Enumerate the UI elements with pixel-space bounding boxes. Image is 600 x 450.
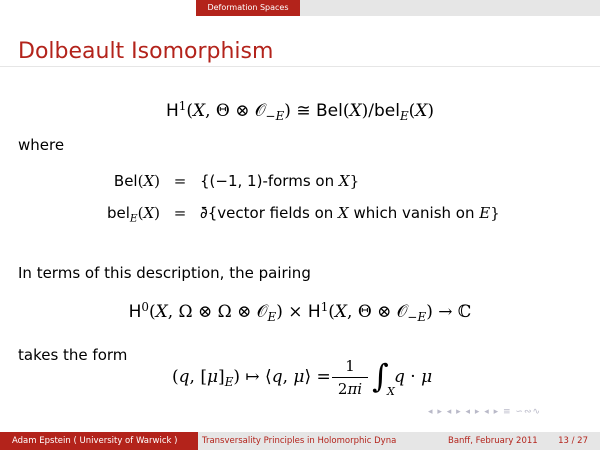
definition-bel-e: bel$_E$(X) = ∂̄{vector fields on X which vanish on E} <box>107 204 500 225</box>
footer-info <box>402 432 600 450</box>
takes-form-label: takes the form <box>18 346 128 364</box>
pairing-intro: In terms of this description, the pairing <box>18 264 311 282</box>
footer-bar <box>0 432 600 450</box>
definition-bel: Bel(X) = {(−1, 1)-forms on X} <box>113 172 360 190</box>
footer-date: Banff, February 2011 <box>448 436 538 446</box>
footer-author: Adam Epstein ( University of Warwick ) <box>0 432 198 450</box>
title-bar <box>0 16 600 67</box>
footer-talk-title: Transversality Principles in Holomorphic Dyna <box>198 432 402 450</box>
beamer-nav-icons[interactable]: ◂ ▸ ◂ ▸ ◂ ▸ ◂ ▸ ≡ ∽∾∿ <box>428 407 542 417</box>
slide-title: Dolbeault Isomorphism <box>18 39 274 64</box>
footer-page-number: 13 / 27 <box>558 436 588 446</box>
where-label: where <box>18 136 65 154</box>
header-left <box>0 0 196 16</box>
header-right <box>300 0 600 16</box>
dolbeault-equation: $H^1(X$, Θ ⊗ 𝒪$_{-E}$) ≅ Bel(X)/bel$_E$(X) <box>165 99 435 124</box>
header-bar <box>0 0 600 16</box>
pairing-equation: $H^0(X$, Ω ⊗ Ω ⊗ 𝒪$_E$) × $H^1(X$, Θ ⊗ 𝒪$_{-E}$) → ℂ <box>128 300 472 325</box>
header-section[interactable]: Deformation Spaces <box>196 0 300 16</box>
